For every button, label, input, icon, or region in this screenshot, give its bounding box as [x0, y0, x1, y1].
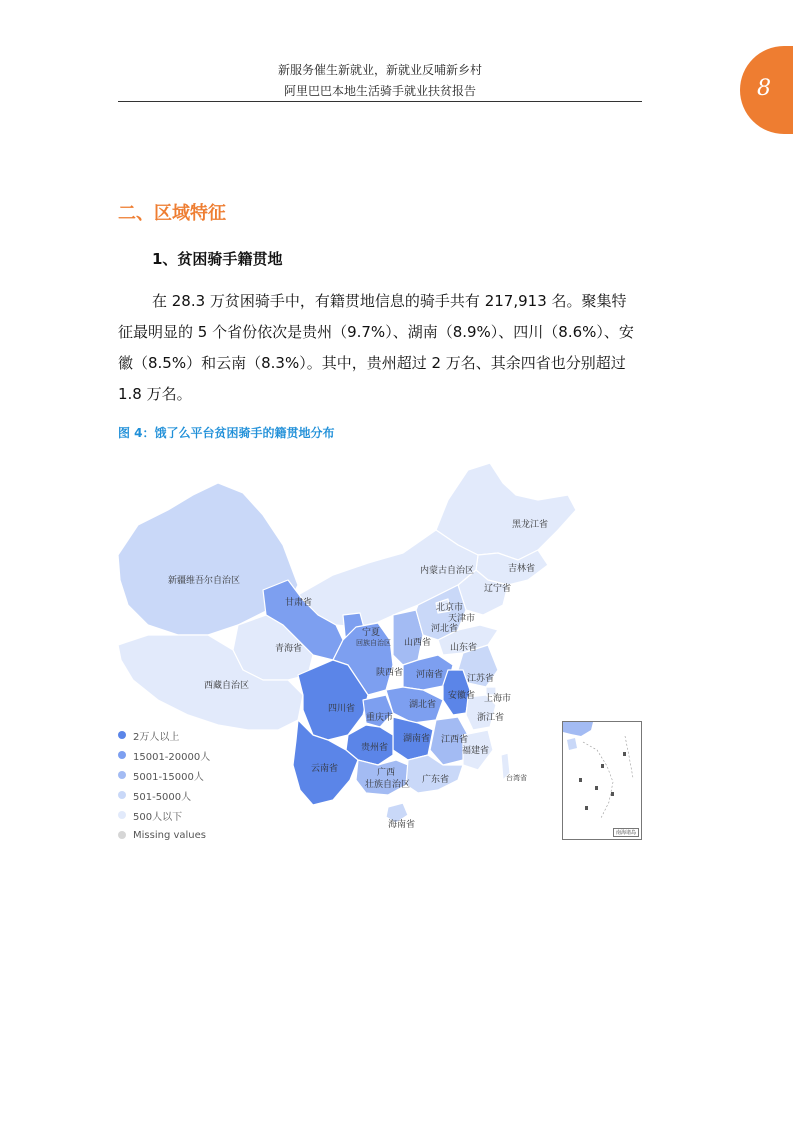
inset-caption: 南海诸岛: [613, 828, 639, 837]
map-label-shaanxi: 陕西省: [376, 668, 404, 678]
legend-swatch: [118, 751, 126, 759]
map-label-hebei: 河北省: [431, 624, 459, 634]
map-label-beijing: 北京市: [436, 603, 464, 613]
map-label-guangxi: 广西: [377, 768, 396, 778]
map-label-jiangsu: 江苏省: [467, 674, 495, 684]
map-label-gansu: 甘肃省: [285, 598, 313, 608]
map-label-jilin: 吉林省: [508, 564, 536, 574]
legend-item: [118, 745, 210, 765]
map-label-ningxia: 宁夏: [362, 628, 381, 638]
map-label-ningxia-full: 回族自治区: [356, 639, 391, 647]
page-number: 8: [757, 76, 771, 101]
legend-label: Missing values: [133, 829, 206, 841]
map-legend: [118, 725, 210, 845]
map-label-jiangxi: 江西省: [441, 735, 469, 745]
map-label-anhui: 安徽省: [448, 691, 476, 701]
map-label-henan: 河南省: [416, 670, 444, 680]
paragraph-line: 徽（8.5%）和云南（8.3%）。其中，贵州超过 2 万名、其余四省也分别超过: [118, 354, 626, 372]
legend-label: 5001-15000人: [133, 771, 204, 783]
map-label-tianjin: 天津市: [448, 614, 476, 624]
map-label-shandong: 山东省: [450, 643, 478, 653]
figure-caption: 图 4：饿了么平台贫困骑手的籍贯地分布: [118, 426, 335, 440]
legend-label: 500人以下: [133, 811, 183, 823]
map-label-yunnan: 云南省: [311, 764, 339, 774]
legend-swatch: [118, 771, 126, 779]
map-label-hainan: 海南省: [388, 820, 416, 830]
section-title: 二、区域特征: [118, 203, 226, 224]
map-label-taiwan: 台湾省: [506, 774, 527, 782]
map-label-xizang: 西藏自治区: [204, 681, 250, 691]
south-china-sea-inset: [562, 721, 642, 840]
map-label-fujian: 福建省: [462, 746, 490, 756]
china-map-figure: [118, 455, 642, 845]
header-title-line-2: 阿里巴巴本地生活骑手就业扶贫报告: [283, 84, 476, 98]
map-label-xinjiang: 新疆维吾尔自治区: [168, 576, 241, 586]
paragraph-line: 1.8 万名。: [118, 385, 192, 403]
map-label-shanghai: 上海市: [484, 694, 512, 704]
legend-item: [118, 785, 210, 805]
legend-swatch: [118, 731, 126, 739]
legend-swatch: [118, 811, 126, 819]
map-label-heilongjiang: 黑龙江省: [512, 520, 549, 530]
header-divider: [118, 101, 642, 102]
header-title-line-1: 新服务催生新就业，新就业反哺新乡村: [277, 63, 482, 77]
legend-label: 2万人以上: [133, 731, 180, 743]
map-label-guangxi-full: 壮族自治区: [365, 780, 411, 790]
map-label-zhejiang: 浙江省: [477, 713, 505, 723]
body-paragraph: [118, 286, 642, 410]
map-label-qinghai: 青海省: [275, 644, 303, 654]
paragraph-line: 征最明显的 5 个省份依次是贵州（9.7%）、湖南（8.9%）、四川（8.6%）、安: [118, 323, 634, 341]
legend-swatch: [118, 791, 126, 799]
map-label-hubei: 湖北省: [409, 700, 437, 710]
legend-label: 501-5000人: [133, 791, 192, 803]
map-label-hunan: 湖南省: [403, 734, 431, 744]
map-label-chongqing: 重庆市: [366, 713, 394, 723]
legend-item: [118, 805, 210, 825]
map-label-guizhou: 贵州省: [361, 743, 389, 753]
legend-item: [118, 825, 210, 845]
inset-map: [563, 722, 641, 839]
map-label-guangdong: 广东省: [422, 775, 450, 785]
legend-swatch: [118, 831, 126, 839]
subsection-title: 1、贫困骑手籍贯地: [152, 250, 283, 268]
map-label-neimenggu: 内蒙古自治区: [420, 566, 475, 576]
map-label-sichuan: 四川省: [328, 704, 356, 714]
map-label-liaoning: 辽宁省: [484, 584, 512, 594]
legend-label: 15001-20000人: [133, 751, 211, 763]
map-label-shanxi: 山西省: [404, 638, 432, 648]
paragraph-line: 在 28.3 万贫困骑手中，有籍贯地信息的骑手共有 217,913 名。聚集特: [152, 292, 627, 310]
legend-item: [118, 765, 210, 785]
legend-item: [118, 725, 210, 745]
